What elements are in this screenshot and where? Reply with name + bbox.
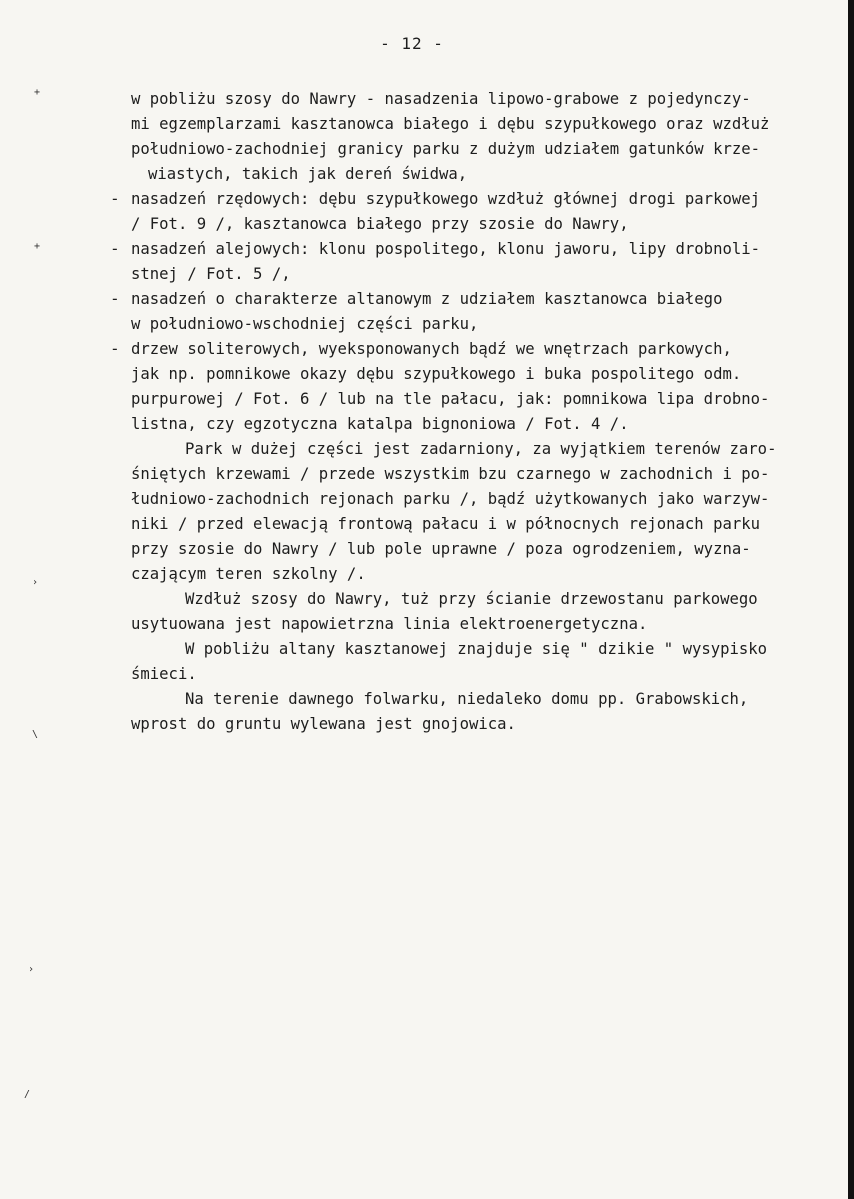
- text-line: Na terenie dawnego folwarku, niedaleko domu pp. Grabowskich,: [185, 690, 749, 708]
- text-line: w południowo-wschodniej części parku,: [131, 315, 479, 333]
- scan-mark: +: [34, 87, 41, 98]
- scan-mark: \: [32, 729, 39, 740]
- text-line: wprost do gruntu wylewana jest gnojowica.: [131, 715, 516, 733]
- text-line: niki / przed elewacją frontową pałacu i w północnych rejonach parku: [131, 515, 761, 533]
- bullet-dash: -: [110, 239, 120, 258]
- text-line: łudniowo-zachodnich rejonach parku /, bądź użytkowanych jako warzyw-: [131, 490, 770, 508]
- scan-mark: +: [34, 241, 41, 252]
- text-line: jak np. pomnikowe okazy dębu szypułkowego i buka pospolitego odm.: [131, 365, 742, 383]
- text-line: W pobliżu altany kasztanowej znajduje się " dzikie " wysypisko: [185, 640, 768, 658]
- text-line: śmieci.: [131, 665, 197, 683]
- text-line: śniętych krzewami / przede wszystkim bzu czarnego w zachodnich i po-: [131, 465, 770, 483]
- bullet-dash: -: [110, 289, 120, 308]
- text-line: / Fot. 9 /, kasztanowca białego przy szosie do Nawry,: [131, 215, 629, 233]
- text-line: Park w dużej części jest zadarniony, za wyjątkiem terenów zaro-: [185, 440, 777, 458]
- text-line: czającym teren szkolny /.: [131, 565, 366, 583]
- text-line: purpurowej / Fot. 6 / lub na tle pałacu, jak: pomnikowa lipa drobno-: [131, 390, 770, 408]
- text-line: usytuowana jest napowietrzna linia elektroenergetyczna.: [131, 615, 648, 633]
- page-number: - 12 -: [380, 34, 444, 53]
- text-line: nasadzeń o charakterze altanowym z udziałem kasztanowca białego: [131, 290, 723, 308]
- scan-mark: ›: [32, 577, 39, 588]
- text-line: listna, czy egzotyczna katalpa bignoniowa / Fot. 4 /.: [131, 415, 629, 433]
- text-line: Wzdłuż szosy do Nawry, tuż przy ścianie drzewostanu parkowego: [185, 590, 758, 608]
- text-line: wiastych, takich jak dereń świdwa,: [148, 165, 468, 183]
- text-line: nasadzeń alejowych: klonu pospolitego, klonu jaworu, lipy drobnoli-: [131, 240, 761, 258]
- text-line: południowo-zachodniej granicy parku z dużym udziałem gatunków krze-: [131, 140, 761, 158]
- scan-mark: /: [24, 1089, 31, 1100]
- bullet-dash: -: [110, 339, 120, 358]
- text-line: nasadzeń rzędowych: dębu szypułkowego wzdłuż głównej drogi parkowej: [131, 190, 761, 208]
- text-line: drzew soliterowych, wyeksponowanych bądź we wnętrzach parkowych,: [131, 340, 732, 358]
- text-line: w pobliżu szosy do Nawry - nasadzenia lipowo-grabowe z pojedynczy-: [131, 90, 751, 108]
- text-line: stnej / Fot. 5 /,: [131, 265, 291, 283]
- bullet-dash: -: [110, 189, 120, 208]
- scan-mark: ›: [28, 964, 35, 975]
- text-line: przy szosie do Nawry / lub pole uprawne / poza ogrodzeniem, wyzna-: [131, 540, 751, 558]
- text-line: mi egzemplarzami kasztanowca białego i dębu szypułkowego oraz wzdłuż: [131, 115, 770, 133]
